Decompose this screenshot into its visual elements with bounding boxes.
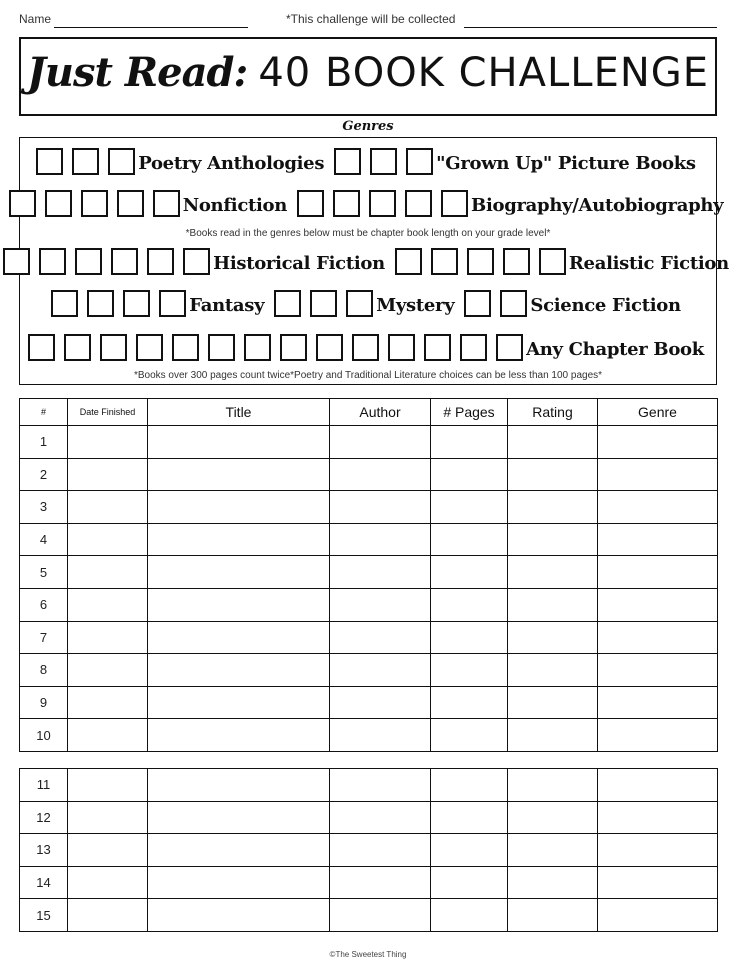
genre-cell[interactable] (598, 801, 718, 834)
row-number: 8 (20, 654, 68, 687)
date-cell[interactable] (68, 801, 148, 834)
genre-checkbox[interactable] (370, 148, 397, 175)
genre-checkbox[interactable] (81, 190, 108, 217)
table-row (20, 523, 718, 556)
genre-realistic-fiction (395, 248, 733, 275)
date-cell[interactable] (68, 719, 148, 752)
genre-cell[interactable] (598, 523, 718, 556)
author-cell[interactable] (330, 621, 431, 654)
genre-checkbox[interactable] (297, 190, 324, 217)
rating-cell[interactable] (508, 769, 598, 802)
table-row (20, 719, 718, 752)
table-row (20, 769, 718, 802)
author-cell[interactable] (330, 719, 431, 752)
title-cell[interactable] (148, 866, 330, 899)
genre-cell[interactable] (598, 458, 718, 491)
genre-checkbox[interactable] (36, 148, 63, 175)
name-blank[interactable] (54, 27, 248, 28)
title-cell[interactable] (148, 458, 330, 491)
author-cell[interactable] (330, 556, 431, 589)
pages-note: *Books over 300 pages count twice*Poetry and Traditional Literature choices can be less than 100 pages* (133, 370, 603, 381)
genre-label: Mystery (376, 295, 455, 316)
row-number: 10 (20, 719, 68, 752)
table-row (20, 491, 718, 524)
rating-cell[interactable] (508, 686, 598, 719)
row-number: 11 (20, 769, 68, 802)
pages-cell[interactable] (431, 834, 508, 867)
pages-cell[interactable] (431, 719, 508, 752)
title-box (19, 37, 717, 116)
genre-checkbox[interactable] (503, 248, 530, 275)
row-number: 14 (20, 866, 68, 899)
col-date-header: Date Finished (68, 399, 148, 426)
genre-cell[interactable] (598, 686, 718, 719)
date-cell[interactable] (68, 458, 148, 491)
pages-cell[interactable] (431, 801, 508, 834)
author-cell[interactable] (330, 866, 431, 899)
genre-fantasy (51, 290, 268, 317)
rating-cell[interactable] (508, 426, 598, 459)
genre-label: Poetry Anthologies (138, 153, 325, 174)
row-number: 6 (20, 588, 68, 621)
title-cell[interactable] (148, 621, 330, 654)
genre-checkbox[interactable] (147, 248, 174, 275)
genre-checkbox[interactable] (51, 290, 78, 317)
genre-checkbox[interactable] (431, 248, 458, 275)
genre-checkbox[interactable] (111, 248, 138, 275)
pages-cell[interactable] (431, 491, 508, 524)
rating-cell[interactable] (508, 523, 598, 556)
genre-checkbox[interactable] (183, 248, 210, 275)
table-row (20, 588, 718, 621)
genre-checkbox[interactable] (136, 334, 163, 361)
genre-label: Historical Fiction (213, 253, 385, 274)
genre-checkbox[interactable] (72, 148, 99, 175)
title-cell[interactable] (148, 686, 330, 719)
genre-row (20, 248, 729, 275)
genre-checkbox[interactable] (539, 248, 566, 275)
author-cell[interactable] (330, 426, 431, 459)
genre-cell[interactable] (598, 556, 718, 589)
table-row (20, 458, 718, 491)
genre-any-chapter-book (28, 334, 708, 361)
pages-cell[interactable] (431, 769, 508, 802)
rating-cell[interactable] (508, 588, 598, 621)
pages-cell[interactable] (431, 654, 508, 687)
author-cell[interactable] (330, 801, 431, 834)
genre-checkbox[interactable] (500, 290, 527, 317)
genre-cell[interactable] (598, 491, 718, 524)
author-cell[interactable] (330, 686, 431, 719)
rating-cell[interactable] (508, 458, 598, 491)
footer-credit: ©The Sweetest Thing (329, 950, 407, 959)
genre-checkbox[interactable] (369, 190, 396, 217)
row-number: 4 (20, 523, 68, 556)
genre-checkbox[interactable] (28, 334, 55, 361)
collect-blank[interactable] (464, 27, 717, 28)
rating-cell[interactable] (508, 801, 598, 834)
genre-checkbox[interactable] (87, 290, 114, 317)
genre-poetry (36, 148, 328, 175)
pages-cell[interactable] (431, 523, 508, 556)
genre-checkbox[interactable] (310, 290, 337, 317)
genre-row (20, 334, 716, 361)
col-pages-header: # Pages (431, 399, 508, 426)
genre-checkbox[interactable] (64, 334, 91, 361)
genre-cell[interactable] (598, 654, 718, 687)
rating-cell[interactable] (508, 556, 598, 589)
genre-checkbox[interactable] (280, 334, 307, 361)
collect-note: *This challenge will be collected (286, 12, 456, 26)
date-cell[interactable] (68, 899, 148, 932)
row-number: 5 (20, 556, 68, 589)
author-cell[interactable] (330, 523, 431, 556)
row-number: 9 (20, 686, 68, 719)
table-row (20, 621, 718, 654)
genre-cell[interactable] (598, 588, 718, 621)
genre-checkbox[interactable] (9, 190, 36, 217)
date-cell[interactable] (68, 523, 148, 556)
genre-label: Realistic Fiction (568, 253, 729, 274)
col-rating-header: Rating (508, 399, 598, 426)
pages-cell[interactable] (431, 556, 508, 589)
author-cell[interactable] (330, 458, 431, 491)
rating-cell[interactable] (508, 654, 598, 687)
date-cell[interactable] (68, 834, 148, 867)
genre-checkbox[interactable] (172, 334, 199, 361)
genre-label: Nonfiction (182, 195, 288, 216)
date-cell[interactable] (68, 769, 148, 802)
genre-checkbox[interactable] (467, 248, 494, 275)
genre-label: Science Fiction (530, 295, 681, 316)
rating-cell[interactable] (508, 491, 598, 524)
rating-cell[interactable] (508, 621, 598, 654)
name-label: Name (19, 12, 52, 26)
title-cell[interactable] (148, 719, 330, 752)
col-genre-header: Genre (598, 399, 718, 426)
genre-checkbox[interactable] (405, 190, 432, 217)
genre-label: Biography/Autobiography (471, 195, 724, 216)
genre-cell[interactable] (598, 769, 718, 802)
genres-label: Genres (342, 119, 394, 134)
genre-row (20, 148, 716, 175)
genre-checkbox[interactable] (3, 248, 30, 275)
genre-cell[interactable] (598, 899, 718, 932)
genre-nonfiction (9, 190, 291, 217)
title-plain: 40 BOOK CHALLENGE (258, 50, 710, 96)
title-cell[interactable] (148, 834, 330, 867)
author-cell[interactable] (330, 769, 431, 802)
genre-cell[interactable] (598, 866, 718, 899)
col-number-header: # (20, 399, 68, 426)
date-cell[interactable] (68, 491, 148, 524)
date-cell[interactable] (68, 686, 148, 719)
chapter-note: *Books read in the genres below must be chapter book length on your grade level* (185, 228, 551, 239)
genre-checkbox[interactable] (346, 290, 373, 317)
title-cell[interactable] (148, 588, 330, 621)
genre-checkbox[interactable] (496, 334, 523, 361)
genre-checkbox[interactable] (208, 334, 235, 361)
header-line (0, 10, 736, 30)
genre-checkbox[interactable] (75, 248, 102, 275)
row-number: 2 (20, 458, 68, 491)
genre-checkbox[interactable] (406, 148, 433, 175)
genre-checkbox[interactable] (123, 290, 150, 317)
date-cell[interactable] (68, 588, 148, 621)
table-row (20, 866, 718, 899)
date-cell[interactable] (68, 621, 148, 654)
rating-cell[interactable] (508, 866, 598, 899)
pages-cell[interactable] (431, 426, 508, 459)
genres-checklist (19, 137, 729, 385)
genre-checkbox[interactable] (424, 334, 451, 361)
title-cell[interactable] (148, 654, 330, 687)
genre-checkbox[interactable] (108, 148, 135, 175)
genre-row (20, 190, 724, 217)
title-cell[interactable] (148, 556, 330, 589)
genre-checkbox[interactable] (117, 190, 144, 217)
genre-label: Fantasy (189, 295, 265, 316)
reading-log-table (19, 398, 718, 752)
genre-cell[interactable] (598, 834, 718, 867)
genre-label: Any Chapter Book (526, 339, 704, 360)
genre-historical-fiction (3, 248, 389, 275)
rating-cell[interactable] (508, 834, 598, 867)
genre-checkbox[interactable] (274, 290, 301, 317)
genre-checkbox[interactable] (333, 190, 360, 217)
genre-checkbox[interactable] (100, 334, 127, 361)
genre-checkbox[interactable] (352, 334, 379, 361)
pages-cell[interactable] (431, 588, 508, 621)
row-number: 15 (20, 899, 68, 932)
genre-checkbox[interactable] (45, 190, 72, 217)
pages-cell[interactable] (431, 458, 508, 491)
pages-cell[interactable] (431, 686, 508, 719)
row-number: 7 (20, 621, 68, 654)
genre-picture-books (334, 148, 700, 175)
row-number: 3 (20, 491, 68, 524)
row-number: 1 (20, 426, 68, 459)
title-cell[interactable] (148, 426, 330, 459)
table-row (20, 556, 718, 589)
table-row (20, 899, 718, 932)
table-row (20, 654, 718, 687)
col-author-header: Author (330, 399, 431, 426)
genre-checkbox[interactable] (334, 148, 361, 175)
date-cell[interactable] (68, 866, 148, 899)
genre-biography (297, 190, 727, 217)
date-cell[interactable] (68, 426, 148, 459)
genre-checkbox[interactable] (316, 334, 343, 361)
genre-checkbox[interactable] (159, 290, 186, 317)
pages-cell[interactable] (431, 899, 508, 932)
author-cell[interactable] (330, 654, 431, 687)
author-cell[interactable] (330, 899, 431, 932)
date-cell[interactable] (68, 556, 148, 589)
table-header-row (20, 399, 718, 426)
title-cell[interactable] (148, 769, 330, 802)
title-cell[interactable] (148, 899, 330, 932)
author-cell[interactable] (330, 491, 431, 524)
genre-checkbox[interactable] (388, 334, 415, 361)
genre-cell[interactable] (598, 621, 718, 654)
pages-cell[interactable] (431, 866, 508, 899)
row-number: 12 (20, 801, 68, 834)
genre-checkbox[interactable] (39, 248, 66, 275)
page-title (21, 49, 715, 96)
genre-checkbox[interactable] (460, 334, 487, 361)
genre-checkbox[interactable] (464, 290, 491, 317)
genre-label: "Grown Up" Picture Books (436, 153, 696, 174)
title-cell[interactable] (148, 491, 330, 524)
genre-row (20, 290, 716, 317)
genre-science-fiction (464, 290, 684, 317)
col-title-header: Title (148, 399, 330, 426)
table-row (20, 426, 718, 459)
genre-mystery (274, 290, 458, 317)
author-cell[interactable] (330, 588, 431, 621)
reading-log-table-continued (19, 768, 718, 932)
rating-cell[interactable] (508, 719, 598, 752)
genre-checkbox[interactable] (244, 334, 271, 361)
genre-cell[interactable] (598, 426, 718, 459)
title-cell[interactable] (148, 801, 330, 834)
table-row (20, 801, 718, 834)
genre-cell[interactable] (598, 719, 718, 752)
table-row (20, 686, 718, 719)
row-number: 13 (20, 834, 68, 867)
genre-checkbox[interactable] (395, 248, 422, 275)
author-cell[interactable] (330, 834, 431, 867)
pages-cell[interactable] (431, 621, 508, 654)
rating-cell[interactable] (508, 899, 598, 932)
title-cell[interactable] (148, 523, 330, 556)
date-cell[interactable] (68, 654, 148, 687)
genre-checkbox[interactable] (441, 190, 468, 217)
genre-checkbox[interactable] (153, 190, 180, 217)
title-script: Just Read: (26, 49, 248, 96)
table-row (20, 834, 718, 867)
